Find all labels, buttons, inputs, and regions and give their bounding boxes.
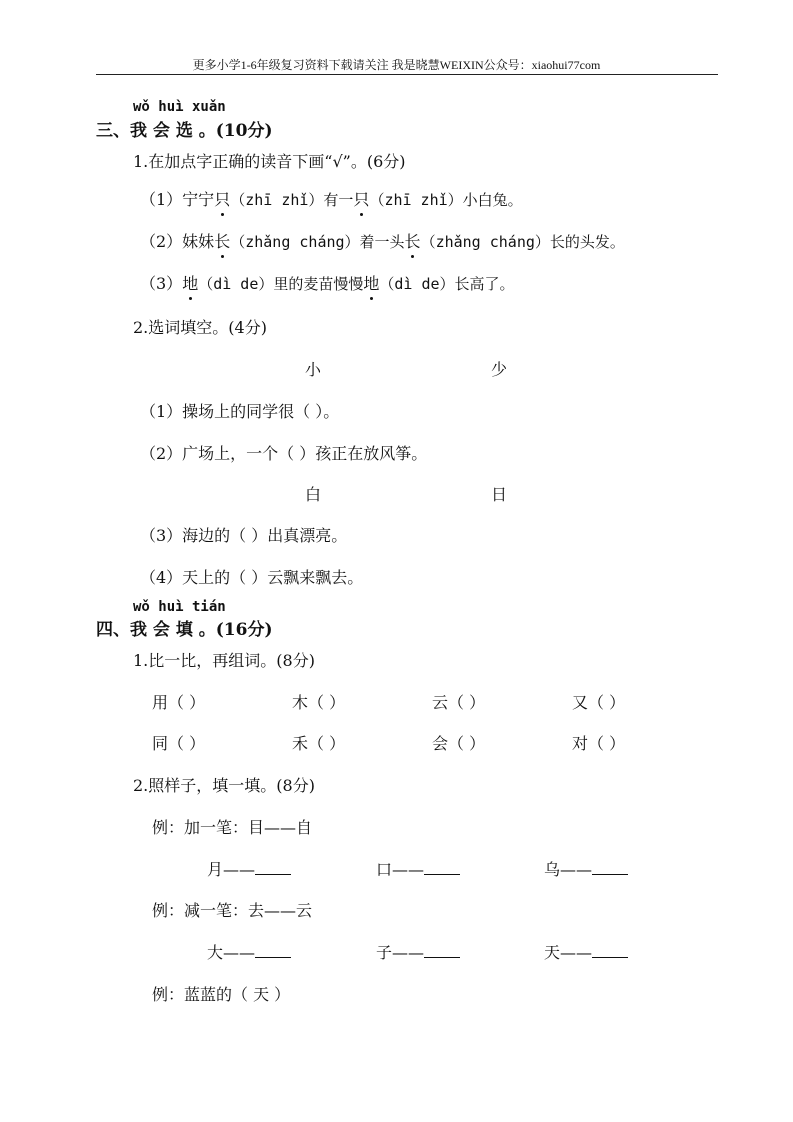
section3-title: 三、我 会 选 。(10分): [96, 121, 273, 141]
fill-item: 子——: [376, 940, 460, 963]
compare-cell: 云（ ）: [432, 693, 486, 712]
s4-q1-prompt: 1.比一比，再组词。(8分): [133, 651, 315, 670]
s3-q2-s4: （4）天上的（ ）云飘来飘去。: [140, 568, 364, 587]
fill-item: 大——: [207, 940, 291, 963]
dotted-char: 长: [405, 229, 421, 252]
compare-cell: 禾（ ）: [292, 734, 346, 753]
header-divider: [96, 74, 718, 75]
answer-blank[interactable]: [592, 860, 628, 875]
s3-q1-item2: （2）妹妹长（zhǎng cháng）着一头长（zhǎng cháng）长的头发。: [140, 229, 625, 252]
fill-item: 月——: [207, 857, 291, 880]
s3-q2-s1: （1）操场上的同学很（ ）。: [140, 402, 340, 421]
example-phrase: 例：蓝蓝的（ 天 ）: [152, 985, 291, 1004]
dotted-char: 只: [214, 187, 230, 210]
compare-cell: 对（ ）: [572, 734, 626, 753]
s3-q2-s3: （3）海边的（ ）出真漂亮。: [140, 526, 348, 545]
s4-q2-prompt: 2.照样子，填一填。(8分): [133, 776, 315, 795]
dotted-char: 只: [353, 187, 369, 210]
example-sub: 例：减一笔：去——云: [152, 901, 313, 920]
answer-blank[interactable]: [424, 860, 460, 875]
answer-blank[interactable]: [424, 943, 460, 958]
section4-title: 四、我 会 填 。(16分): [96, 620, 273, 640]
word-choice-1b: 少: [491, 360, 508, 379]
dotted-char: 地: [182, 271, 198, 294]
word-choice-1a: 小: [305, 360, 322, 379]
fill-item: 天——: [544, 940, 628, 963]
compare-cell: 又（ ）: [572, 693, 626, 712]
compare-cell: 会（ ）: [432, 734, 486, 753]
answer-blank[interactable]: [255, 943, 291, 958]
s3-q1-item3: （3）地（dì de）里的麦苗慢慢地（dì de）长高了。: [140, 271, 515, 294]
dotted-char: 地: [363, 271, 379, 294]
header-text: 更多小学1-6年级复习资料下载请关注 我是晓慧WEIXIN公众号：xiaohui77com: [192, 58, 601, 72]
word-choice-2a: 白: [305, 485, 322, 504]
s3-q2-prompt: 2.选词填空。(4分): [133, 318, 267, 337]
answer-blank[interactable]: [255, 860, 291, 875]
example-add: 例：加一笔：目——自: [152, 818, 313, 837]
answer-blank[interactable]: [592, 943, 628, 958]
word-choice-2b: 日: [491, 485, 508, 504]
s3-q1-prompt: 1.在加点字正确的读音下画“√”。(6分): [133, 152, 406, 171]
section3-pinyin: wǒ huì xuǎn: [133, 99, 226, 115]
compare-cell: 木（ ）: [292, 693, 346, 712]
fill-item: 口——: [376, 857, 460, 880]
s3-q2-s2: （2）广场上，一个（ ）孩正在放风筝。: [140, 444, 428, 463]
compare-cell: 同（ ）: [152, 734, 206, 753]
compare-cell: 用（ ）: [152, 693, 206, 712]
dotted-char: 长: [214, 229, 230, 252]
section4-pinyin: wǒ huì tián: [133, 599, 226, 615]
fill-item: 乌——: [544, 857, 628, 880]
s3-q1-item1: （1）宁宁只（zhī zhǐ）有一只（zhī zhǐ）小白兔。: [140, 187, 523, 210]
